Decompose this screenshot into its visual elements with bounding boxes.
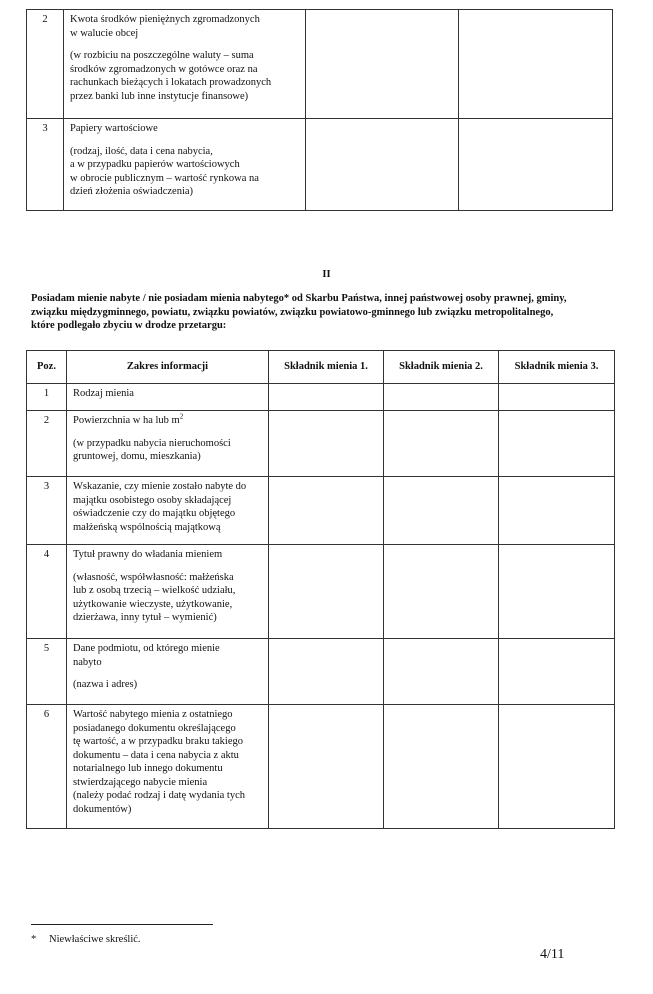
column-header-asset-2: Składnik mienia 2. <box>384 351 499 384</box>
input-cell[interactable] <box>269 384 384 411</box>
table-row <box>27 545 615 639</box>
input-cell[interactable] <box>384 545 499 639</box>
table-row <box>27 411 615 477</box>
footnote-mark: * <box>31 934 37 945</box>
row-note: (w przypadku nabycia nieruchomości gruntowej, domu, mieszkania) <box>73 437 231 462</box>
row-label: Kwota środków pieniężnych zgromadzonych w walucie obcej <box>70 14 260 39</box>
input-cell[interactable] <box>499 477 615 545</box>
input-cell[interactable] <box>459 119 613 211</box>
footnote-text: Niewłaściwe skreślić. <box>49 934 141 945</box>
input-cell[interactable] <box>499 545 615 639</box>
row-number: 3 <box>27 119 64 211</box>
table-row <box>27 477 615 545</box>
table-header-row <box>27 351 615 384</box>
row-label: Dane podmiotu, od którego mienie nabyto <box>73 643 220 668</box>
input-cell[interactable] <box>459 10 613 119</box>
table-row <box>27 705 615 829</box>
input-cell[interactable] <box>306 10 459 119</box>
column-header-position: Poz. <box>27 351 67 384</box>
input-cell[interactable] <box>384 639 499 705</box>
input-cell[interactable] <box>384 705 499 829</box>
row-note: (w rozbiciu na poszczególne waluty – suma środków zgromadzonych w gotówce oraz na rachunkach bieżących i lokatach prowadzonych przez banki lub inne instytucje finansowe) <box>70 50 272 102</box>
row-number: 3 <box>27 477 67 545</box>
table-row <box>27 639 615 705</box>
row-number: 2 <box>27 411 67 477</box>
row-number: 1 <box>27 384 67 411</box>
section-intro: Posiadam mienie nabyte / nie posiadam mienia nabytego* od Skarbu Państwa, innej państwowej osoby prawnej, gminy, związku międzygminnego, powiatu, związku powiatów, związku powiatowo-gminnego lub związku metropolitalnego, które podlegało zbyciu w drodze przetargu: <box>31 293 567 331</box>
assets-table-continued <box>26 9 613 211</box>
input-cell[interactable] <box>499 705 615 829</box>
input-cell[interactable] <box>384 477 499 545</box>
row-description <box>67 411 269 477</box>
row-label: Wartość nabytego mienia z ostatniego posiadanego dokumentu określającego tę wartość, a w przypadku braku takiego dokumentu – data i cena nabycia z aktu notarialnego lub innego dokumentu stwierdzającego nabycie mienia (należy podać rodzaj i datę wydania tych dokumentów) <box>73 709 246 815</box>
input-cell[interactable] <box>269 477 384 545</box>
superscript: 2 <box>179 412 184 421</box>
input-cell[interactable] <box>499 639 615 705</box>
input-cell[interactable] <box>384 411 499 477</box>
row-description <box>67 639 269 705</box>
row-description <box>64 119 306 211</box>
input-cell[interactable] <box>269 705 384 829</box>
row-description <box>67 477 269 545</box>
table-row <box>27 10 613 119</box>
input-cell[interactable] <box>499 384 615 411</box>
row-description <box>67 545 269 639</box>
footnote <box>31 933 141 947</box>
row-description <box>67 384 269 411</box>
page-number: 4/11 <box>540 947 565 962</box>
input-cell[interactable] <box>269 639 384 705</box>
input-cell[interactable] <box>384 384 499 411</box>
column-header-asset-1: Składnik mienia 1. <box>269 351 384 384</box>
row-label: Powierzchnia w ha lub $m^2$ <box>73 412 184 426</box>
row-description <box>67 705 269 829</box>
row-label: Wskazanie, czy mienie zostało nabyte do majątku osobistego osoby składającej oświadczenie czy do majątku objętego małżeńską wspólnością majątkową <box>73 481 247 533</box>
row-label: Rodzaj mienia <box>73 388 134 399</box>
input-cell[interactable] <box>269 545 384 639</box>
column-header-scope: Zakres informacji <box>67 351 269 384</box>
row-note: (nazwa i adres) <box>73 679 138 690</box>
footnote-divider <box>31 924 213 925</box>
input-cell[interactable] <box>306 119 459 211</box>
row-note: (rodzaj, ilość, data i cena nabycia, a w przypadku papierów wartościowych w obrocie publicznym – wartość rynkowa na dzień złożenia oświadczenia) <box>70 145 259 197</box>
row-number: 6 <box>27 705 67 829</box>
input-cell[interactable] <box>269 411 384 477</box>
acquired-property-table <box>26 350 615 829</box>
table-row <box>27 119 613 211</box>
table-row <box>27 384 615 411</box>
row-description <box>64 10 306 119</box>
row-number: 5 <box>27 639 67 705</box>
row-number: 4 <box>27 545 67 639</box>
section-heading: II <box>322 269 331 280</box>
row-number: 2 <box>27 10 64 119</box>
column-header-asset-3: Składnik mienia 3. <box>499 351 615 384</box>
row-label: Papiery wartościowe <box>70 123 158 134</box>
row-label: Tytuł prawny do władania mieniem <box>73 549 223 560</box>
input-cell[interactable] <box>499 411 615 477</box>
row-note: (własność, współwłasność: małżeńska lub z osobą trzecią – wielkość udziału, użytkowanie wieczyste, użytkowanie, dzierżawa, inny tytuł – wymienić) <box>73 571 236 623</box>
